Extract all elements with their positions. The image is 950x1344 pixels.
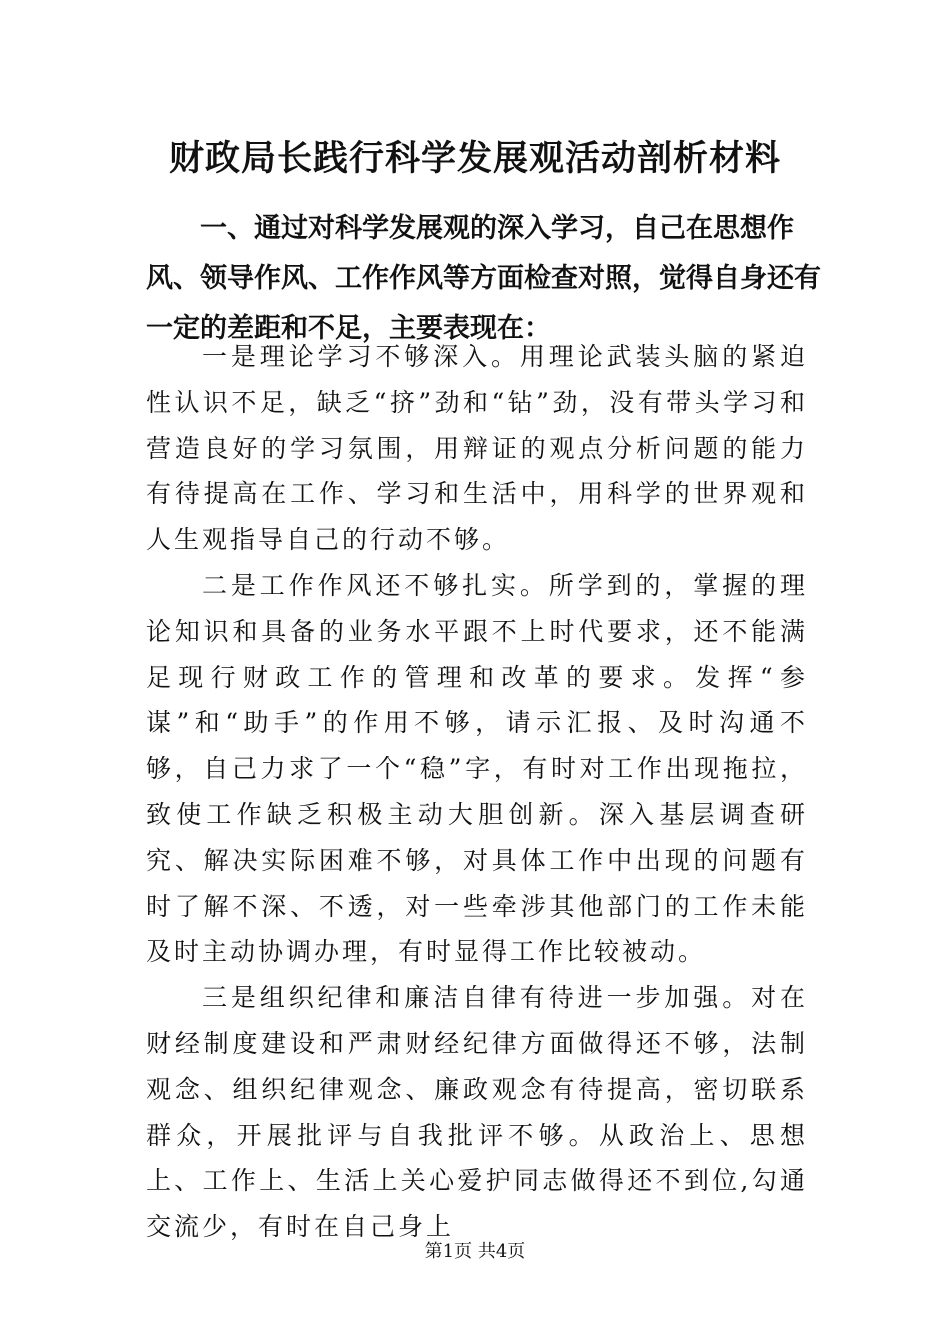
paragraph-1: 一是理论学习不够深入。用理论武装头脑的紧迫性认识不足，缺乏“挤”劲和“钻”劲，没有带头学习和营造良好的学习氛围，用辩证的观点分析问题的能力有待提高在工作、学习和生活中，用科学的世界观和人生观指导自己的行动不够。 xyxy=(146,342,808,555)
paragraph-2: 二是工作作风还不够扎实。所学到的，掌握的理论知识和具备的业务水平跟不上时代要求，还不能满足现行财政工作的管理和改革的要求。发挥“参谋”和“助手”的作用不够，请示汇报、及时沟通不够，自己力求了一个“稳”字，有时对工作出现拖拉，致使工作缺乏积极主动大胆创新。深入基层调查研究、解决实际困难不够，对具体工作中出现的问题有时了解不深、不透，对一些牵涉其他部门的工作未能及时主动协调办理，有时显得工作比较被动。 xyxy=(146,570,808,967)
document-title: 财政局长践行科学发展观活动剖析材料 xyxy=(168,138,781,179)
document-body xyxy=(146,334,808,1250)
page-number-footer: 第1页 共4页 xyxy=(424,1241,526,1262)
paragraph-3: 三是组织纪律和廉洁自律有待进一步加强。对在财经制度建设和严肃财经纪律方面做得还不够，法制观念、组织纪律观念、廉政观念有待提高，密切联系群众，开展批评与自我批评不够。从政治上、思想上、工作上、生活上关心爱护同志做得还不到位,勾通交流少，有时在自己身上 xyxy=(146,983,808,1242)
section-heading: 一、通过对科学发展观的深入学习，自己在思想作风、领导作风、工作作风等方面检查对照，觉得自身还有一定的差距和不足，主要表现在： xyxy=(146,213,821,344)
